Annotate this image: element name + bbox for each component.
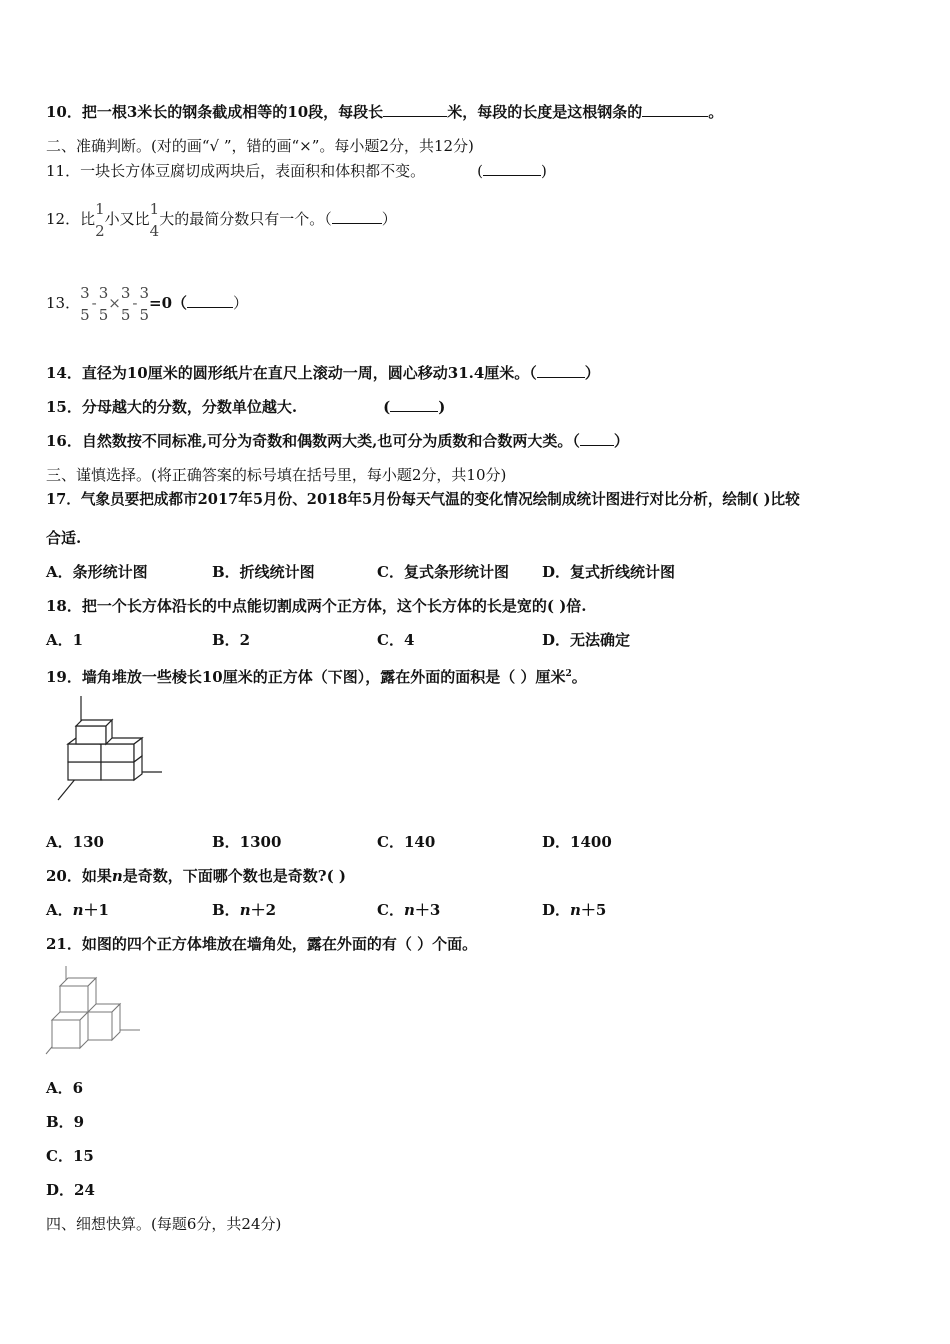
option-b[interactable]: B．2 [212, 631, 251, 649]
question-21-option-c[interactable]: C．15 [46, 1147, 94, 1165]
question-20: 20．如果n是奇数，下面哪个数也是奇数?( ) [46, 867, 346, 885]
question-14: 14．直径为10厘米的圆形纸片在直尺上滚动一周，圆心移动31.4厘米。（ ） [46, 364, 600, 382]
option-b[interactable]: B．1300 [212, 833, 282, 851]
question-16: 16．自然数按不同标准,可分为奇数和偶数两大类,也可分为质数和合数两大类。（ ） [46, 432, 629, 450]
option-d[interactable]: D．无法确定 [542, 631, 631, 649]
answer-blank[interactable] [390, 397, 438, 412]
option-a[interactable]: A．条形统计图 [46, 563, 148, 581]
question-12: 12．比 1 2 小又比 1 4 大的最简分数只有一个。（ ） [46, 200, 397, 240]
option-b[interactable]: B．折线统计图 [212, 563, 315, 581]
question-15: 15．分母越大的分数，分数单位越大. ( ) [46, 398, 446, 416]
question-21: 21．如图的四个正方体堆放在墙角处，露在外面的有（ ）个面。 [46, 935, 478, 953]
fraction-three-fifths: 3 5 [98, 284, 109, 324]
fraction-three-fifths: 3 5 [139, 284, 150, 324]
option-d[interactable]: D．复式折线统计图 [542, 563, 676, 581]
option-c[interactable]: C．4 [377, 631, 415, 649]
corner-cubes-figure [44, 964, 144, 1058]
answer-blank[interactable] [580, 431, 614, 446]
answer-blank[interactable] [537, 363, 585, 378]
fraction-three-fifths: 3 5 [120, 284, 131, 324]
section-4-heading: 四、细想快算。(每题6分，共24分) [46, 1215, 282, 1233]
question-19: 19．墙角堆放一些棱长10厘米的正方体（下图），露在外面的面积是（ ）厘米$^2$。 [46, 668, 587, 686]
question-21-option-a[interactable]: A．6 [46, 1079, 84, 1097]
option-b[interactable]: B．n＋2 [212, 901, 277, 919]
option-a[interactable]: A．130 [46, 833, 104, 851]
fraction-one-half: 1 2 [95, 200, 105, 240]
question-21-option-d[interactable]: D．24 [46, 1181, 95, 1199]
section-3-heading: 三、谨慎选择。(将正确答案的标号填在括号里，每小题2分，共10分) [46, 466, 507, 484]
fraction-three-fifths: 3 5 [80, 284, 90, 324]
question-17-continued: 合适. [46, 529, 82, 547]
stacked-cubes-figure [54, 694, 166, 804]
question-11: 11．一块长方体豆腐切成两块后，表面积和体积都不变。 ( ) [46, 162, 547, 180]
section-2-heading: 二、准确判断。(对的画“√ ”，错的画“×”。每小题2分，共12分) [46, 137, 474, 155]
question-21-option-b[interactable]: B．9 [46, 1113, 85, 1131]
option-d[interactable]: D．1400 [542, 833, 612, 851]
question-13: 13． 3 5 - 3 5 × 3 5 - 3 5 =0（ ） [46, 284, 249, 324]
option-c[interactable]: C．140 [377, 833, 436, 851]
option-a[interactable]: A．n＋1 [46, 901, 109, 919]
fraction-one-quarter: 1 4 [149, 200, 160, 240]
option-a[interactable]: A．1 [46, 631, 84, 649]
answer-blank[interactable] [642, 102, 708, 117]
question-17: 17．气象员要把成都市2017年5月份、2018年5月份每天气温的变化情况绘制成统计图进行对比分析，绘制( )比较 [46, 491, 800, 508]
answer-blank[interactable] [187, 293, 233, 308]
answer-blank[interactable] [483, 161, 541, 176]
question-10: 10．把一根3米长的钢条截成相等的10段，每段长 米，每段的长度是这根钢条的 。 [46, 103, 724, 121]
option-c[interactable]: C．复式条形统计图 [377, 563, 509, 581]
option-c[interactable]: C．n＋3 [377, 901, 441, 919]
answer-blank[interactable] [332, 209, 382, 224]
option-d[interactable]: D．n＋5 [542, 901, 607, 919]
answer-blank[interactable] [383, 102, 447, 117]
question-18: 18．把一个长方体沿长的中点能切割成两个正方体，这个长方体的长是宽的( )倍. [46, 597, 587, 615]
